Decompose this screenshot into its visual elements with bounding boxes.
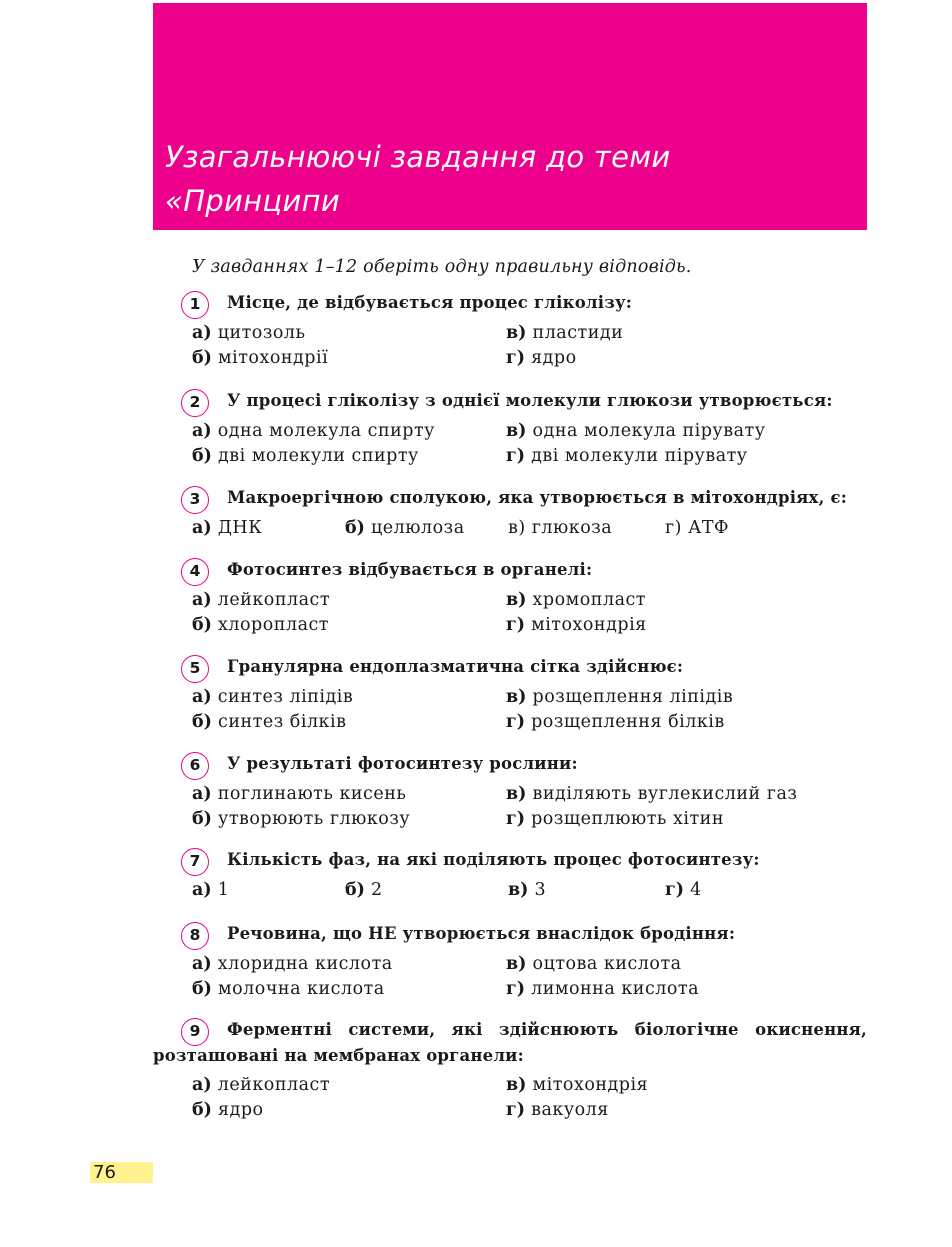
option-v[interactable]: в) розщеплення ліпідів <box>506 687 734 707</box>
question-text: Гранулярна ендоплазматична сітка здійснює: <box>227 657 684 676</box>
option-v[interactable]: в) виділяють вуглекислий газ <box>506 784 798 804</box>
option-v[interactable]: в) мітохондрія <box>506 1075 649 1095</box>
page-number: 76 <box>90 1162 153 1183</box>
answer-options <box>0 419 952 468</box>
question-number: 2 <box>181 389 209 417</box>
option-b[interactable]: б) дві молекули спирту <box>192 445 419 466</box>
option-b[interactable]: б) синтез білків <box>192 711 347 732</box>
answer-options <box>0 782 952 831</box>
option-v[interactable]: в) хромопласт <box>506 590 646 610</box>
header-banner <box>153 3 867 262</box>
option-g[interactable]: г) ядро <box>506 347 577 368</box>
option-g[interactable]: г) 4 <box>665 880 702 900</box>
option-a[interactable]: а) ДНК <box>192 518 263 538</box>
option-a[interactable]: а) цитозоль <box>192 323 306 343</box>
option-v[interactable]: в) 3 <box>508 880 547 900</box>
question-text: Фотосинтез відбувається в органелі: <box>227 560 593 579</box>
question-text: Речовина, що НЕ утворюється внаслідок бродіння: <box>227 924 736 943</box>
option-b[interactable]: б) утворюють глюкозу <box>192 808 411 829</box>
option-b[interactable]: б) мітохондрії <box>192 347 329 368</box>
question-number: 8 <box>181 922 209 950</box>
option-a[interactable]: а) хлоридна кислота <box>192 954 393 974</box>
answer-options <box>0 878 952 903</box>
option-g[interactable]: г) лимонна кислота <box>506 978 700 999</box>
option-g[interactable]: г) розщеплення білків <box>506 711 725 732</box>
question-text: Макроергічною сполукою, яка утворюється в мітохондріях, є: <box>227 488 848 507</box>
question-8 <box>0 922 952 1001</box>
answer-options <box>0 1073 952 1122</box>
option-b[interactable]: б) ядро <box>192 1099 264 1120</box>
option-g[interactable]: г) вакуоля <box>506 1099 609 1120</box>
question-number: 7 <box>181 848 209 876</box>
page-title <box>165 135 847 267</box>
option-g[interactable]: г) мітохондрія <box>506 614 647 635</box>
question-3 <box>0 486 952 541</box>
option-v[interactable]: в) одна молекула пірувату <box>506 421 766 441</box>
option-a[interactable]: а) одна молекула спирту <box>192 421 435 441</box>
question-9 <box>0 1018 952 1122</box>
answer-options <box>0 321 952 370</box>
question-number: 9 <box>181 1018 209 1046</box>
option-b[interactable]: б) молочна кислота <box>192 978 385 999</box>
answer-options <box>0 516 952 541</box>
option-b[interactable]: б) 2 <box>345 880 383 900</box>
question-2 <box>0 389 952 468</box>
question-number: 1 <box>181 291 209 319</box>
question-number: 6 <box>181 752 209 780</box>
option-b[interactable]: б) целюлоза <box>345 518 465 538</box>
question-7 <box>0 848 952 903</box>
option-a[interactable]: а) 1 <box>192 880 230 900</box>
option-a[interactable]: а) лейкопласт <box>192 1075 331 1095</box>
question-number: 5 <box>181 655 209 683</box>
option-a[interactable]: а) лейкопласт <box>192 590 331 610</box>
option-a[interactable]: а) синтез ліпідів <box>192 687 354 707</box>
answer-options <box>0 588 952 637</box>
question-text-continued: розташовані на мембранах органели: <box>153 1046 524 1065</box>
instructions: У завданнях 1–12 оберіть одну правильну відповідь. <box>192 257 692 277</box>
question-4 <box>0 558 952 637</box>
option-g[interactable]: г) дві молекули пірувату <box>506 445 748 466</box>
question-number: 4 <box>181 558 209 586</box>
question-text: Ферментні системи, які здійснюють біологічне окиснення, <box>227 1020 867 1039</box>
question-1 <box>0 291 952 370</box>
option-b[interactable]: б) хлоропласт <box>192 614 329 635</box>
title-line-1: Узагальнюючі завдання до теми «Принципи <box>165 140 671 218</box>
option-v[interactable]: в) глюкоза <box>508 518 613 538</box>
question-text: Кількість фаз, на які поділяють процес фотосинтезу: <box>227 850 760 869</box>
question-5 <box>0 655 952 734</box>
question-text: У процесі гліколізу з однієї молекули глюкози утворюється: <box>227 391 833 410</box>
question-text: Місце, де відбувається процес гліколізу: <box>227 293 633 312</box>
question-number: 3 <box>181 486 209 514</box>
option-g[interactable]: г) АТФ <box>665 518 730 538</box>
option-a[interactable]: а) поглинають кисень <box>192 784 407 804</box>
question-6 <box>0 752 952 831</box>
option-v[interactable]: в) пластиди <box>506 323 624 343</box>
option-g[interactable]: г) розщеплюють хітин <box>506 808 725 829</box>
question-text: У результаті фотосинтезу рослини: <box>227 754 578 773</box>
answer-options <box>0 685 952 734</box>
option-v[interactable]: в) оцтова кислота <box>506 954 682 974</box>
answer-options <box>0 952 952 1001</box>
title-line-2: функціонування клітини» <box>165 228 567 262</box>
